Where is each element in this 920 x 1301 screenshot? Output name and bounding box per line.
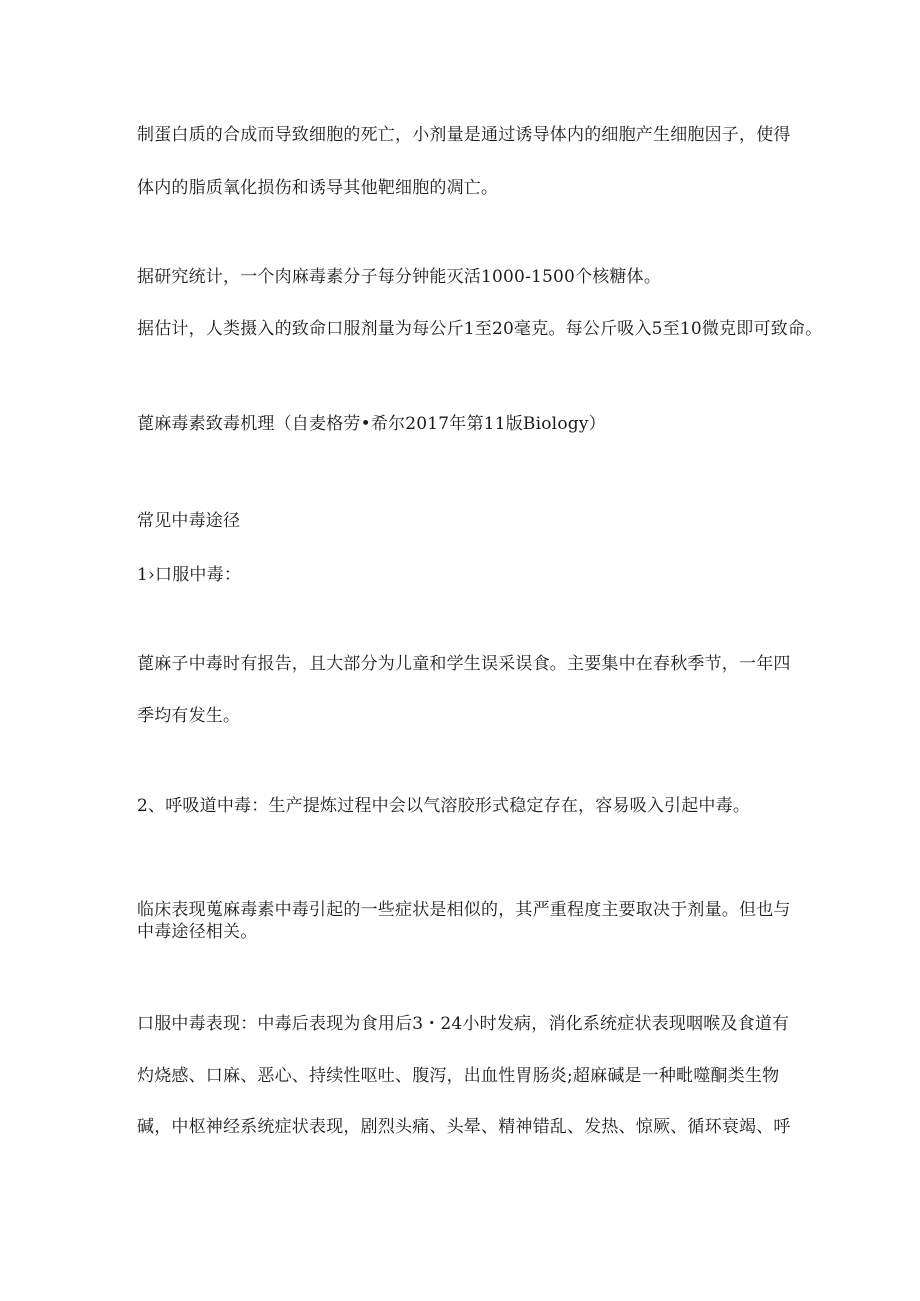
paragraph-toxin-mechanism-line-2: 体内的脂质氧化损伤和诱导其他靶细胞的凋亡。 <box>137 178 499 198</box>
paragraph-oral-poisoning-line-1: 蓖麻子中毒时有报告，且大部分为儿童和学生误采误食。主要集中在春秋季节，一年四 <box>137 654 791 674</box>
paragraph-oral-symptoms-line-1: 口服中毒表现：中毒后表现为食用后3・24小时发病，消化系统症状表现咽喉及食道有 <box>137 1014 790 1034</box>
paragraph-toxin-mechanism-line-1: 制蛋白质的合成而导致细胞的死亡，小剂量是通过诱导体内的细胞产生细胞因子，使得 <box>137 125 791 145</box>
paragraph-oral-symptoms-line-2: 灼烧感、口麻、恶心、持续性呕吐、腹泻，出血性胃肠炎;超麻碱是一种毗噬酮类生物 <box>137 1066 780 1086</box>
paragraph-research-statistics: 据研究统计，一个肉麻毒素分子每分钟能灭活1000-1500个核糖体。 <box>137 267 662 287</box>
paragraph-clinical-presentation-line-2: 中毒途径相关。 <box>137 922 258 942</box>
paragraph-oral-symptoms-line-3: 碱，中枢神经系统症状表现，剧烈头痛、头晕、精神错乱、发热、惊厥、循环衰竭、呼 <box>137 1117 791 1137</box>
subheading-oral-poisoning: 1›口服中毒： <box>137 565 242 585</box>
paragraph-lethal-dose: 据估计，人类摄入的致命口服剂量为每公斤1至20毫克。每公斤吸入5至10微克即可致命。 <box>137 319 823 339</box>
paragraph-oral-poisoning-line-2: 季均有发生。 <box>137 706 241 726</box>
figure-caption-toxicity-mechanism: 蓖麻毒素致毒机理（自麦格劳•希尔2017年第11版Biology） <box>137 414 606 434</box>
paragraph-clinical-presentation-line-1: 临床表现蒐麻毒素中毒引起的一些症状是相似的，其严重程度主要取决于剂量。但也与 <box>137 900 791 920</box>
section-heading-poisoning-routes: 常见中毒途径 <box>137 511 241 531</box>
paragraph-respiratory-poisoning: 2、呼吸道中毒：生产提炼过程中会以气溶胶形式稳定存在，容易吸入引起中毒。 <box>137 796 751 816</box>
